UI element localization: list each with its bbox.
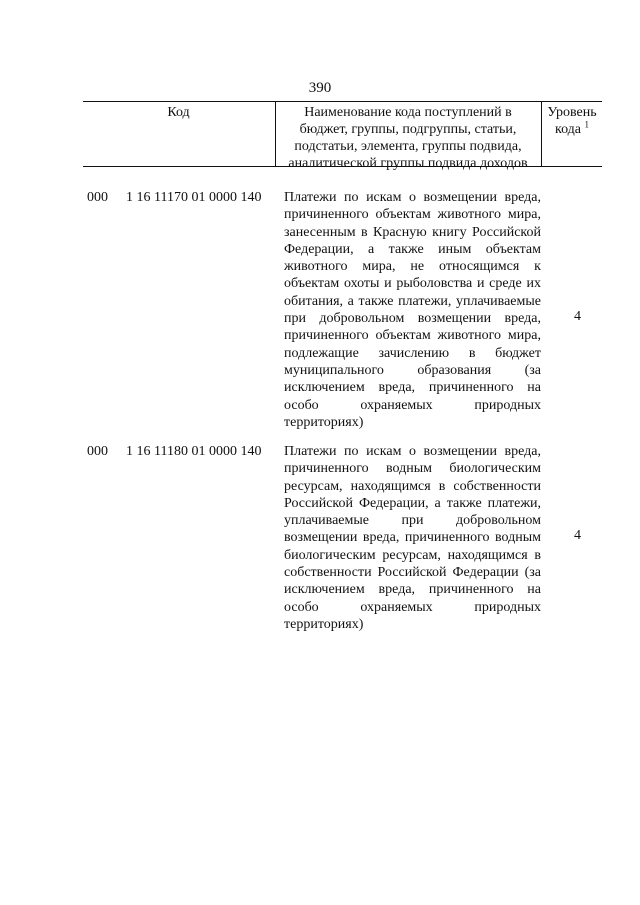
header-level-label: Уровень <box>547 105 597 120</box>
row-prefix: 000 <box>87 444 108 459</box>
header-name-line: подстатьи, элемента, группы подвида, <box>294 139 522 154</box>
header-name-column <box>275 102 540 171</box>
page-number: 390 <box>308 80 332 96</box>
header-level-column <box>541 102 602 166</box>
row-level: 4 <box>574 528 581 543</box>
row-description: Платежи по искам о возмещении вреда, причиненного объектам животного мира, занесенным в Красную книгу Российской Федерации, а также иным объектам животного мира, не относящимся к объектам охоты и рыболовства и среде их обитания, а также платежи, уплачиваемые при добровольном возмещении вреда, причиненного объектам животного мира, подлежащие зачислению в бюджет муниципального образования (за исключением вреда, причиненного на особо охраняемых природных территориях) <box>284 190 541 430</box>
footnote-marker: 1 <box>584 119 590 130</box>
row-description: Платежи по искам о возмещении вреда, причиненного водным биологическим ресурсам, находящимся в собственности Российской Федерации, а также платежи, уплачиваемые при добровольном возмещении вреда, причиненного водным биологическим ресурсам, находящимся в собственности Российской Федерации (за исключением вреда, причиненного на особо охраняемых природных территориях) <box>284 444 541 632</box>
header-name-line: аналитической группы подвида доходов <box>288 156 528 171</box>
header-name-line: бюджет, группы, подгруппы, статьи, <box>299 122 517 137</box>
table-header <box>83 101 602 171</box>
header-code-label: Код <box>167 105 190 120</box>
row-code: 1 16 11170 01 0000 140 <box>126 190 262 205</box>
row-code: 1 16 11180 01 0000 140 <box>126 444 262 459</box>
row-level: 4 <box>574 309 581 324</box>
header-name-line: Наименование кода поступлений в <box>304 105 512 120</box>
row-prefix: 000 <box>87 190 108 205</box>
header-code-column <box>83 102 274 168</box>
header-level-label-2 <box>542 121 602 138</box>
header-level-code-word: кода <box>554 122 582 137</box>
